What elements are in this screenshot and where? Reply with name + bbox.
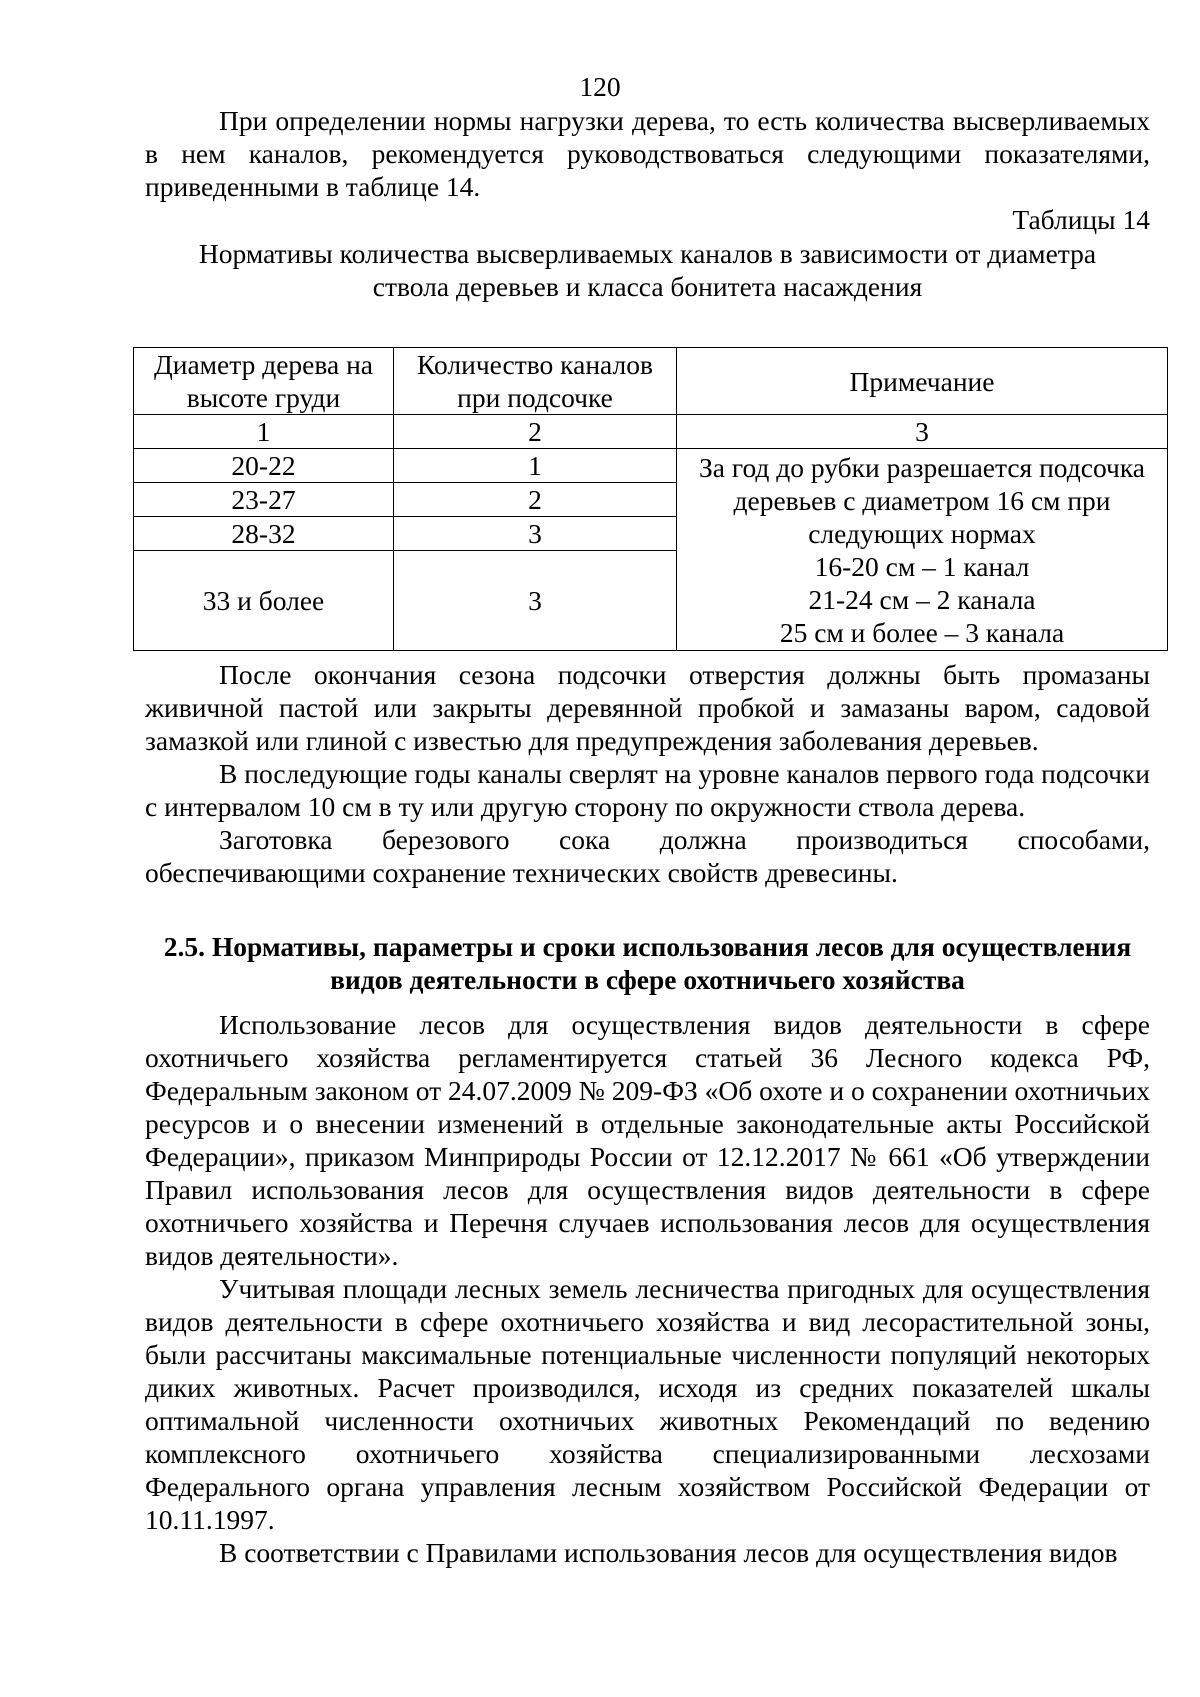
cell-diameter: 28-32 bbox=[134, 517, 394, 551]
cell-channels: 2 bbox=[394, 483, 677, 517]
cell-diameter: 23-27 bbox=[134, 483, 394, 517]
header-channels-line-2: при подсочке bbox=[457, 382, 613, 413]
table-row bbox=[134, 449, 1168, 483]
body-paragraph: После окончания сезона подсочки отверстия должны быть промазаны живичной пастой или закрыты деревянной пробкой и замазаны варом, садовой замазкой или глиной с известью для предупреждения заболевания деревьев. bbox=[145, 659, 1150, 756]
intro-paragraph: При определении нормы нагрузки дерева, то есть количества высверливаемых в нем каналов, рекомендуется руководствоваться следующими показателями, приведенными в таблице 14. bbox=[145, 105, 1150, 202]
table-label: Таблицы 14 bbox=[1012, 204, 1150, 235]
hunting-section bbox=[145, 1008, 1150, 1569]
note-line: 21-24 см – 2 канала bbox=[808, 584, 1036, 615]
table-header-row bbox=[134, 348, 1168, 415]
table-caption-line-2: ствола деревьев и класса бонитета насаждения bbox=[372, 271, 923, 302]
cell-note bbox=[677, 449, 1168, 651]
body-paragraph: В соответствии с Правилами использования лесов для осуществления видов bbox=[219, 1537, 1118, 1568]
table-numbering-row bbox=[134, 415, 1168, 449]
body-paragraph: В последующие годы каналы сверлят на уровне каналов первого года подсочки с интервалом 10 см в ту или другую сторону по окружности ствола дерева. bbox=[145, 758, 1150, 822]
header-diameter-line-1: Диаметр дерева на bbox=[153, 349, 374, 380]
col-number-2: 2 bbox=[394, 415, 677, 449]
cell-diameter: 33 и более bbox=[134, 551, 394, 651]
page-number: 120 bbox=[579, 71, 621, 102]
note-line: следующих нормах bbox=[808, 518, 1036, 549]
cell-channels: 1 bbox=[394, 449, 677, 483]
body-paragraph: Заготовка березового сока должна производиться способами, обеспечивающими сохранение технических свойств древесины. bbox=[145, 824, 1150, 888]
cell-channels: 3 bbox=[394, 517, 677, 551]
cell-diameter: 20-22 bbox=[134, 449, 394, 483]
col-number-3: 3 bbox=[677, 415, 1168, 449]
header-channels-line-1: Количество каналов bbox=[417, 349, 653, 380]
body-paragraph: Использование лесов для осуществления видов деятельности в сфере охотничьего хозяйства регламентируется статьей 36 Лесного кодекса РФ, Федеральным законом от 24.07.2009 № 209-ФЗ «Об охоте и о сохранении охотничьих ресурсов и о внесении изменений в отдельные законодательные акты Российской Федерации», приказом Минприроды России от 12.12.2017 № 661 «Об утверждении Правил использования лесов для осуществления видов деятельности в сфере охотничьего хозяйства и Перечня случаев использования лесов для осуществления видов деятельности». bbox=[145, 1009, 1150, 1271]
header-diameter-line-2: высоте груди bbox=[186, 382, 341, 413]
section-heading-line-1: 2.5. Нормативы, параметры и сроки использования лесов для осуществления bbox=[163, 931, 1132, 962]
header-diameter bbox=[134, 348, 394, 415]
header-channels bbox=[394, 348, 677, 415]
note-line: деревьев с диаметром 16 см при bbox=[733, 485, 1111, 516]
intro-section bbox=[145, 104, 1150, 203]
note-line: 16-20 см – 1 канал bbox=[814, 551, 1030, 582]
section-heading-line-2: видов деятельности в сфере охотничьего хозяйства bbox=[330, 964, 965, 995]
header-note: Примечание bbox=[677, 348, 1168, 415]
body-paragraph: Учитывая площади лесных земель лесничества пригодных для осуществления видов деятельности в сфере охотничьего хозяйства и вид лесорастительной зоны, были рассчитаны максимальные потенциальные численности популяций некоторых диких животных. Расчет производился, исходя из средних показателей шкалы оптимальной численности охотничьих животных Рекомендаций по ведению комплексного охотничьего хозяйства специализированными лесхозами Федерального органа управления лесным хозяйством Российской Федерации от 10.11.1997. bbox=[145, 1273, 1150, 1535]
table-14 bbox=[133, 347, 1168, 651]
table-caption-line-1: Нормативы количества высверливаемых каналов в зависимости от диаметра bbox=[198, 238, 1097, 269]
note-line: За год до рубки разрешается подсочка bbox=[699, 452, 1145, 483]
note-line: 25 см и более – 3 канала bbox=[779, 617, 1065, 648]
after-table-section bbox=[145, 658, 1150, 889]
cell-channels: 3 bbox=[394, 551, 677, 651]
col-number-1: 1 bbox=[134, 415, 394, 449]
